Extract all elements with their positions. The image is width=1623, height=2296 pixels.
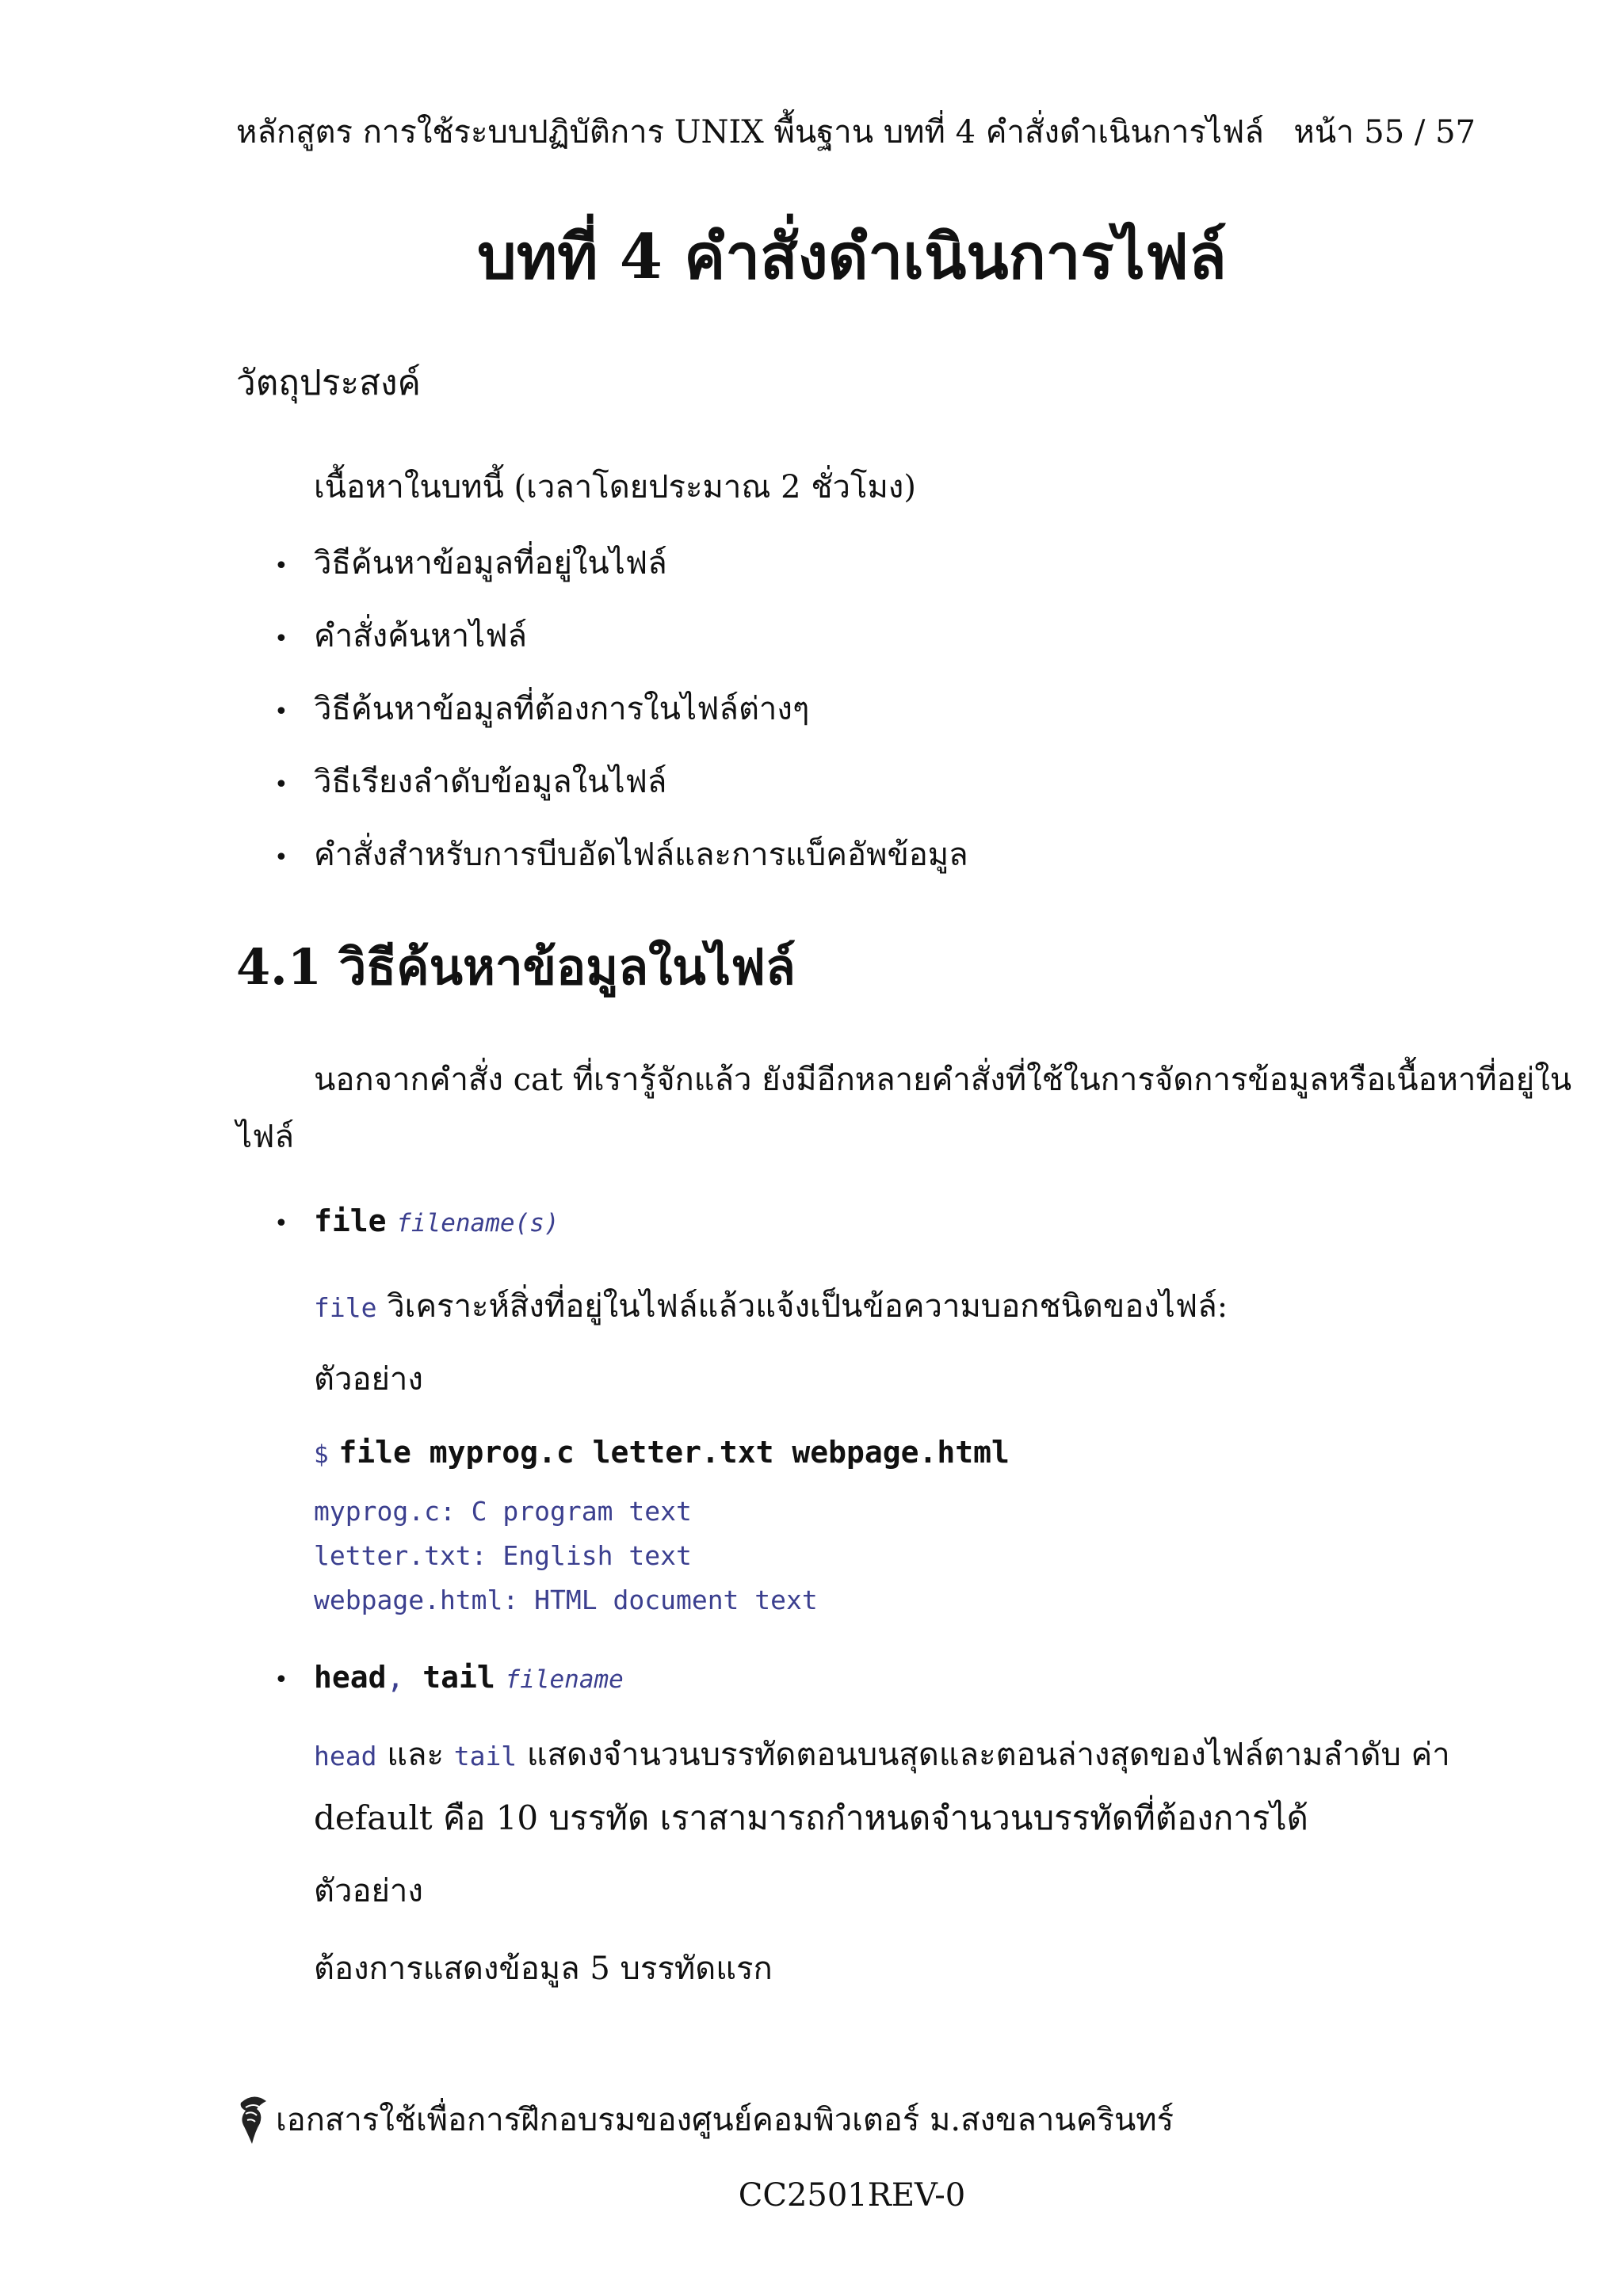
command-head-tail-description-cont: default คือ 10 บรรทัด เราสามารถกำหนดจำนวนบรรทัดที่ต้องการได้ [314,1798,1308,1837]
objective-heading: วัตถุประสงค์ [236,363,421,403]
bullet-icon: • [274,551,288,580]
running-header: หลักสูตร การใช้ระบบปฏิบัติการ UNIX พื้นฐาน บทที่ 4 คำสั่งดำเนินการไฟล์ [236,114,1264,151]
example-label: ตัวอย่าง [314,1873,423,1909]
intro-text: เนื้อหาในบทนี้ (เวลาโดยประมาณ 2 ชั่วโมง) [314,469,916,505]
topic-item: • วิธีเรียงลำดับข้อมูลในไฟล์ [274,764,667,800]
topic-item: • วิธีค้นหาข้อมูลที่อยู่ในไฟล์ [274,545,667,582]
example-command: $ file myprog.c letter.txt webpage.html [314,1435,1010,1470]
command-head-tail-heading: • head, tail filename [274,1660,624,1695]
command-file-heading: • file filename(s) [274,1203,559,1238]
bullet-icon: • [274,770,288,799]
bullet-icon: • [274,1665,288,1694]
bullet-icon: • [274,843,288,871]
topic-item: • คำสั่งสำหรับการบีบอัดไฟล์และการแบ็คอัพข้อมูล [274,837,968,873]
example-label: ตัวอย่าง [314,1361,423,1398]
example-output-line: letter.txt: English text [314,1540,692,1571]
chapter-title: บทที่ 4 คำสั่งดำเนินการไฟล์ [477,221,1227,293]
university-logo-icon [236,2092,271,2147]
paragraph-line: นอกจากคำสั่ง cat ที่เรารู้จักแล้ว ยังมีอีกหลายคำสั่งที่ใช้ในการจัดการข้อมูลหรือเนื้อหาที่อยู่ใน [314,1062,1572,1098]
topic-item: • วิธีค้นหาข้อมูลที่ต้องการในไฟล์ต่างๆ [274,691,810,727]
example-output-line: myprog.c: C program text [314,1496,692,1527]
bullet-icon: • [274,1209,288,1238]
footer [236,2092,1174,2147]
topic-item: • คำสั่งค้นหาไฟล์ [274,618,528,654]
example-output-line: webpage.html: HTML document text [314,1585,818,1615]
command-head-tail-description: head และ tail แสดงจำนวนบรรทัดตอนบนสุดและตอนล่างสุดของไฟล์ตามลำดับ ค่า [314,1737,1450,1773]
footer-text: เอกสารใช้เพื่อการฝึกอบรมของศูนย์คอมพิวเตอร์ ม.สงขลานครินทร์ [276,2102,1174,2138]
bullet-icon: • [274,624,288,653]
bullet-icon: • [274,697,288,726]
command-file-description: file วิเคราะห์สิ่งที่อยู่ในไฟล์แล้วแจ้งเป็นข้อความบอกชนิดของไฟล์: [314,1288,1228,1325]
page-number: หน้า 55 / 57 [1293,114,1476,151]
example-description: ต้องการแสดงข้อมูล 5 บรรทัดแรก [314,1951,773,1987]
document-code: CC2501REV-0 [738,2177,966,2214]
paragraph-line: ไฟล์ [236,1119,294,1155]
section-heading: 4.1 วิธีค้นหาข้อมูลในไฟล์ [236,938,796,996]
